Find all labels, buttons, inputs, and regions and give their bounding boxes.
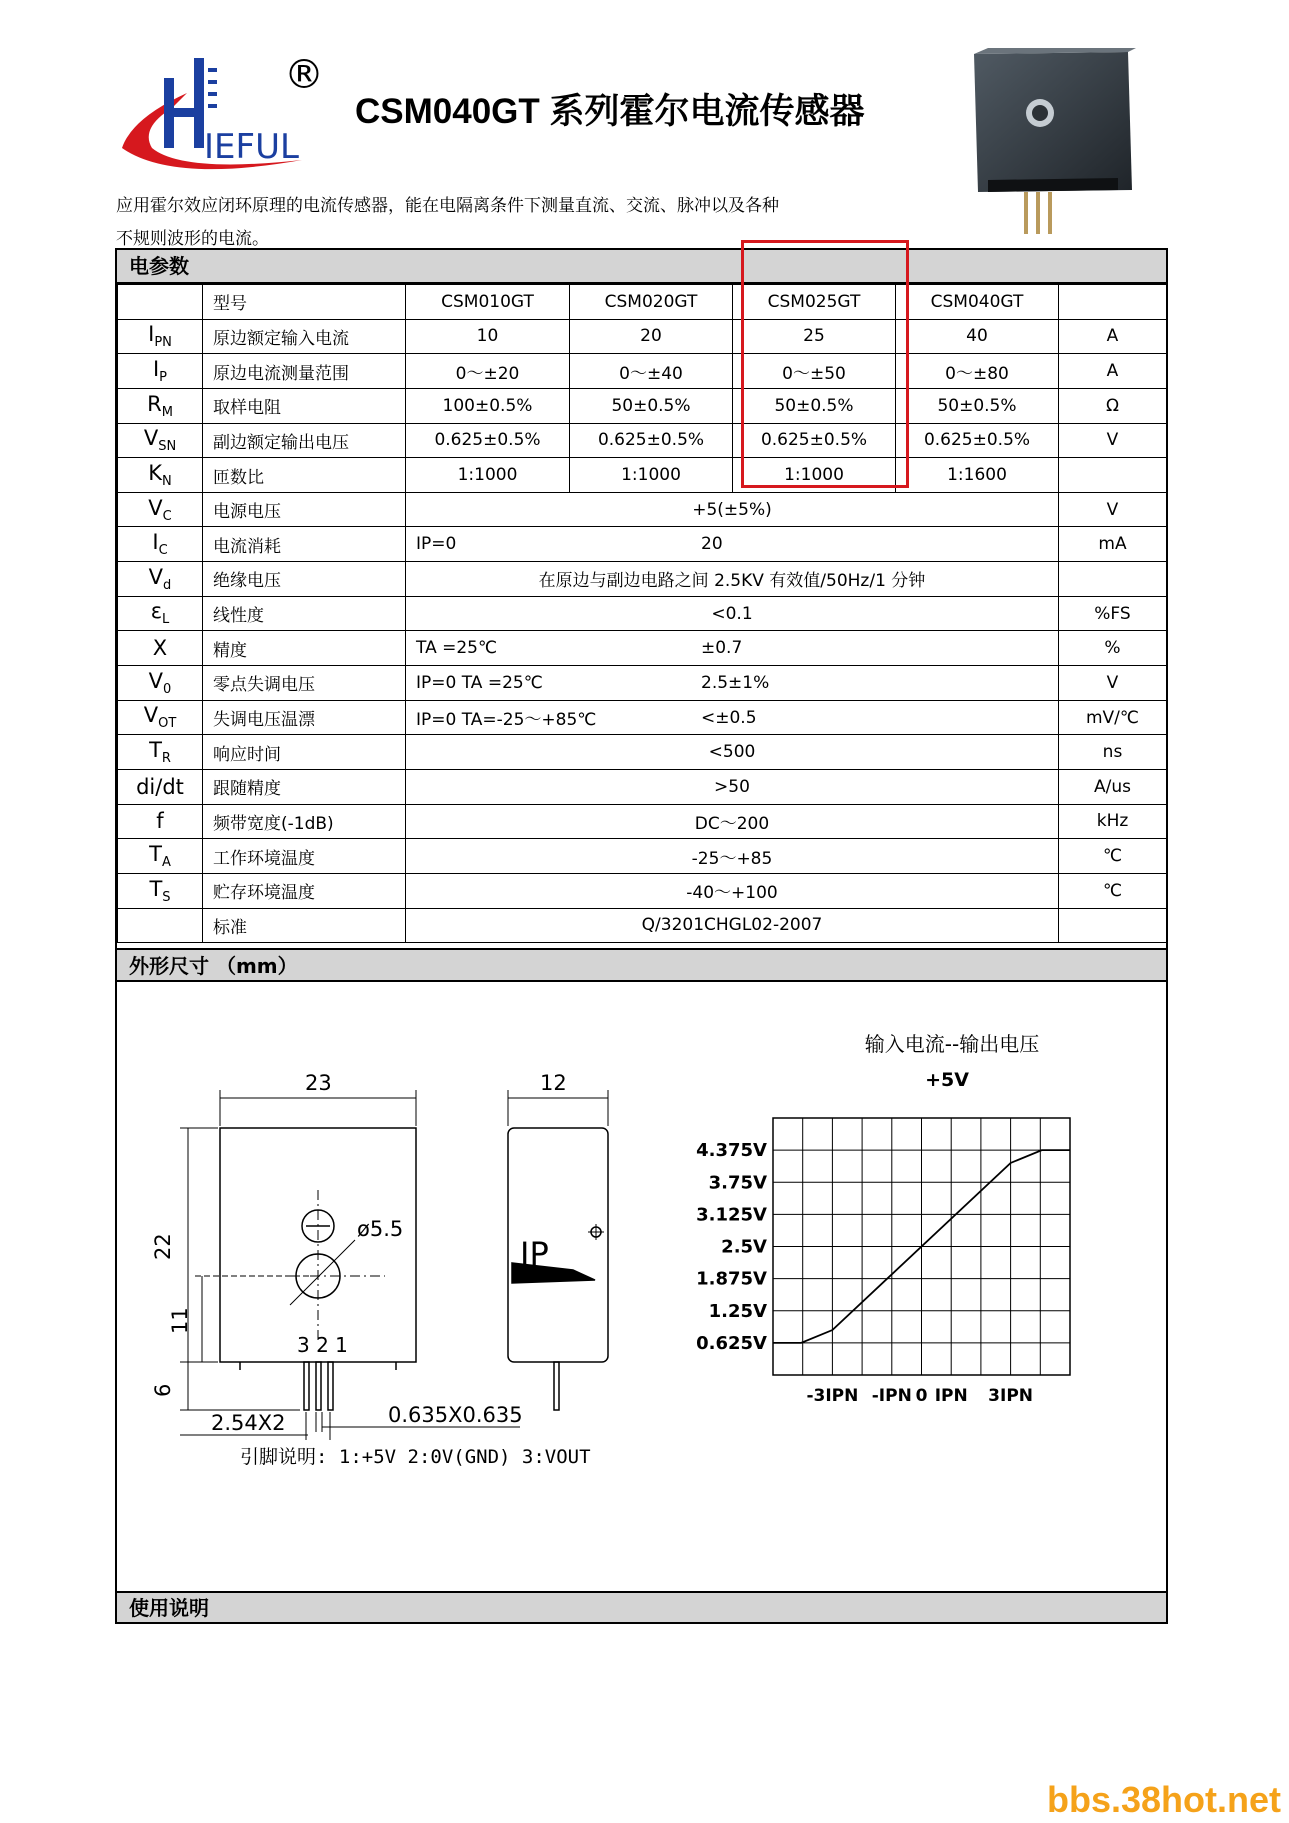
- param-value: -40～+100: [406, 873, 1059, 908]
- param-symbol: $R_M$: [118, 388, 203, 423]
- param-value: Q/3201CHGL02-2007: [406, 908, 1059, 943]
- table-row: [118, 666, 1167, 701]
- table-row: [118, 319, 1167, 354]
- param-condition: IP=0: [416, 534, 457, 555]
- param-value: 0～±20: [406, 354, 570, 389]
- dimension-lines: [180, 1090, 520, 1440]
- param-value: 0～±50: [733, 354, 896, 389]
- param-value: 0.625±0.5%: [733, 423, 896, 458]
- model-csm010gt: CSM010GT: [406, 285, 570, 320]
- param-symbol: $V_{SN}$: [118, 423, 203, 458]
- param-value: 0.625±0.5%: [896, 423, 1059, 458]
- param-name: 取样电阻: [203, 388, 406, 423]
- param-unit: %FS: [1059, 596, 1167, 631]
- x-tick-label: 0: [915, 1386, 928, 1406]
- section-dimensions: 外形尺寸 （mm）: [117, 948, 1166, 982]
- param-value: [406, 527, 1059, 562]
- spec-table: [117, 284, 1167, 943]
- svg-text:IEFUL: IEFUL: [204, 127, 299, 167]
- svg-text:IP: IP: [520, 1235, 549, 1273]
- y-tick-label: 1.875V: [696, 1268, 767, 1290]
- param-condition: TA =25℃: [416, 638, 498, 659]
- svg-text:3 2 1: 3 2 1: [297, 1333, 348, 1357]
- param-unit: [1059, 908, 1167, 943]
- param-value-text: <±0.5: [701, 707, 757, 728]
- y-tick-label: 1.25V: [708, 1300, 767, 1322]
- param-name: 电流消耗: [203, 527, 406, 562]
- svg-text:11: 11: [168, 1307, 192, 1334]
- param-value: 50±0.5%: [733, 388, 896, 423]
- param-value: 在原边与副边电路之间 2.5KV 有效值/50Hz/1 分钟: [406, 562, 1059, 597]
- param-value: [406, 666, 1059, 701]
- page-title: CSM040GT 系列霍尔电流传感器: [355, 92, 865, 131]
- param-unit: V: [1059, 492, 1167, 527]
- param-value: -25～+85: [406, 839, 1059, 874]
- param-unit: A: [1059, 319, 1167, 354]
- param-unit: [1059, 458, 1167, 493]
- param-name: 响应时间: [203, 735, 406, 770]
- y-tick-label: 3.75V: [708, 1172, 767, 1194]
- svg-text:2.54X2: 2.54X2: [211, 1411, 286, 1435]
- param-value: 0.625±0.5%: [406, 423, 570, 458]
- table-row: [118, 631, 1167, 666]
- param-name: 副边额定输出电压: [203, 423, 406, 458]
- param-symbol: $V_{OT}$: [118, 700, 203, 735]
- param-name: 匝数比: [203, 458, 406, 493]
- param-name: 线性度: [203, 596, 406, 631]
- front-view: [220, 1128, 416, 1410]
- param-unit: Ω: [1059, 388, 1167, 423]
- model-csm025gt: CSM025GT: [733, 285, 896, 320]
- param-value: >50: [406, 769, 1059, 804]
- param-name: 电源电压: [203, 492, 406, 527]
- param-value-text: 2.5±1%: [701, 672, 770, 693]
- param-symbol: X: [118, 631, 203, 666]
- param-value: 1:1000: [733, 458, 896, 493]
- table-row: [118, 839, 1167, 874]
- company-logo: [112, 48, 327, 178]
- table-row: [118, 354, 1167, 389]
- param-name: 绝缘电压: [203, 562, 406, 597]
- pin-description: 引脚说明: 1:+5V 2:0V(GND) 3:VOUT: [240, 1446, 591, 1468]
- param-unit: V: [1059, 423, 1167, 458]
- param-unit: A: [1059, 354, 1167, 389]
- param-value: 40: [896, 319, 1059, 354]
- x-tick-label: 3IPN: [988, 1386, 1034, 1406]
- section-electrical: 电参数: [117, 250, 1166, 284]
- param-unit: %: [1059, 631, 1167, 666]
- param-value: 0.625±0.5%: [570, 423, 733, 458]
- param-value-text: 20: [701, 534, 723, 555]
- param-value: DC～200: [406, 804, 1059, 839]
- x-tick-label: -IPN: [871, 1386, 912, 1406]
- param-unit: A/us: [1059, 769, 1167, 804]
- param-value: 1:1000: [406, 458, 570, 493]
- param-value: 100±0.5%: [406, 388, 570, 423]
- transfer-chart: [690, 1018, 1130, 1438]
- highlight-box: [741, 240, 909, 488]
- model-csm040gt: CSM040GT: [896, 285, 1059, 320]
- param-symbol: $I_P$: [118, 354, 203, 389]
- model-csm020gt: CSM020GT: [570, 285, 733, 320]
- table-row: [118, 908, 1167, 943]
- param-symbol: $T_R$: [118, 735, 203, 770]
- intro-line-2: 不规则波形的电流。: [116, 229, 269, 249]
- y-tick-label: 2.5V: [721, 1236, 767, 1258]
- table-header-row: [118, 285, 1167, 320]
- param-symbol: $T_A$: [118, 839, 203, 874]
- param-name: 原边额定输入电流: [203, 319, 406, 354]
- param-value: 50±0.5%: [896, 388, 1059, 423]
- param-value: 1:1000: [570, 458, 733, 493]
- param-symbol: $V_0$: [118, 666, 203, 701]
- param-name: 精度: [203, 631, 406, 666]
- y-tick-label: 4.375V: [696, 1140, 767, 1162]
- y-tick-label: 0.625V: [696, 1332, 767, 1354]
- param-unit: kHz: [1059, 804, 1167, 839]
- x-tick-label: IPN: [934, 1386, 968, 1406]
- table-row: [118, 804, 1167, 839]
- param-symbol: $T_S$: [118, 873, 203, 908]
- chart-title: 输入电流--输出电压: [864, 1032, 1040, 1056]
- param-name: 失调电压温漂: [203, 700, 406, 735]
- svg-text:23: 23: [305, 1071, 332, 1095]
- param-symbol: $I_{PN}$: [118, 319, 203, 354]
- table-row: [118, 562, 1167, 597]
- param-name: 频带宽度(-1dB): [203, 804, 406, 839]
- param-value: [406, 631, 1059, 666]
- svg-text:12: 12: [540, 1071, 567, 1095]
- table-row: [118, 596, 1167, 631]
- table-row: [118, 388, 1167, 423]
- param-name: 跟随精度: [203, 769, 406, 804]
- product-photo: [968, 48, 1138, 238]
- param-name: 贮存环境温度: [203, 873, 406, 908]
- param-unit: mV/℃: [1059, 700, 1167, 735]
- dimension-drawing: [140, 1040, 640, 1440]
- param-condition: IP=0 TA =25℃: [416, 672, 543, 693]
- table-row: [118, 492, 1167, 527]
- table-row: [118, 458, 1167, 493]
- table-row: [118, 423, 1167, 458]
- param-value: <0.1: [406, 596, 1059, 631]
- param-value: 50±0.5%: [570, 388, 733, 423]
- param-value: <500: [406, 735, 1059, 770]
- svg-text:®: ®: [284, 52, 324, 98]
- param-value: 25: [733, 319, 896, 354]
- model-label: 型号: [203, 285, 406, 320]
- param-value: 20: [570, 319, 733, 354]
- param-name: 原边电流测量范围: [203, 354, 406, 389]
- param-value-text: ±0.7: [701, 638, 743, 659]
- param-symbol: $V_d$: [118, 562, 203, 597]
- param-value: 1:1600: [896, 458, 1059, 493]
- param-symbol: $K_N$: [118, 458, 203, 493]
- section-usage: 使用说明: [117, 1591, 1166, 1622]
- param-symbol: [118, 908, 203, 943]
- param-condition: IP=0 TA=-25～+85℃: [416, 710, 597, 730]
- param-name: 工作环境温度: [203, 839, 406, 874]
- svg-text:22: 22: [151, 1233, 175, 1260]
- param-unit: V: [1059, 666, 1167, 701]
- param-symbol: di/dt: [118, 769, 203, 804]
- unit-cell: [1059, 285, 1167, 320]
- param-unit: mA: [1059, 527, 1167, 562]
- svg-text:0.635X0.635: 0.635X0.635: [388, 1403, 523, 1427]
- param-value: 0～±40: [570, 354, 733, 389]
- param-unit: ns: [1059, 735, 1167, 770]
- table-row: [118, 527, 1167, 562]
- param-value: 0～±80: [896, 354, 1059, 389]
- table-row: [118, 769, 1167, 804]
- param-unit: ℃: [1059, 839, 1167, 874]
- svg-text:ø5.5: ø5.5: [357, 1217, 404, 1241]
- svg-text:6: 6: [151, 1383, 175, 1397]
- param-symbol: f: [118, 804, 203, 839]
- param-value: +5(±5%): [406, 492, 1059, 527]
- param-symbol: $\varepsilon_L$: [118, 596, 203, 631]
- y-tick-label: 3.125V: [696, 1204, 767, 1226]
- param-name: 零点失调电压: [203, 666, 406, 701]
- param-symbol: $I_C$: [118, 527, 203, 562]
- param-value: 10: [406, 319, 570, 354]
- param-symbol: $V_C$: [118, 492, 203, 527]
- chart-subtitle: +5V: [925, 1069, 969, 1091]
- intro-line-1: 应用霍尔效应闭环原理的电流传感器，能在电隔离条件下测量直流、交流、脉冲以及各种: [116, 196, 779, 216]
- watermark: bbs.38hot.net: [1046, 1779, 1281, 1820]
- param-unit: ℃: [1059, 873, 1167, 908]
- symbol-cell: [118, 285, 203, 320]
- param-unit: [1059, 562, 1167, 597]
- param-name: 标准: [203, 908, 406, 943]
- x-tick-label: -3IPN: [806, 1386, 859, 1406]
- table-row: [118, 735, 1167, 770]
- param-value: [406, 700, 1059, 735]
- table-row: [118, 873, 1167, 908]
- table-row: [118, 700, 1167, 735]
